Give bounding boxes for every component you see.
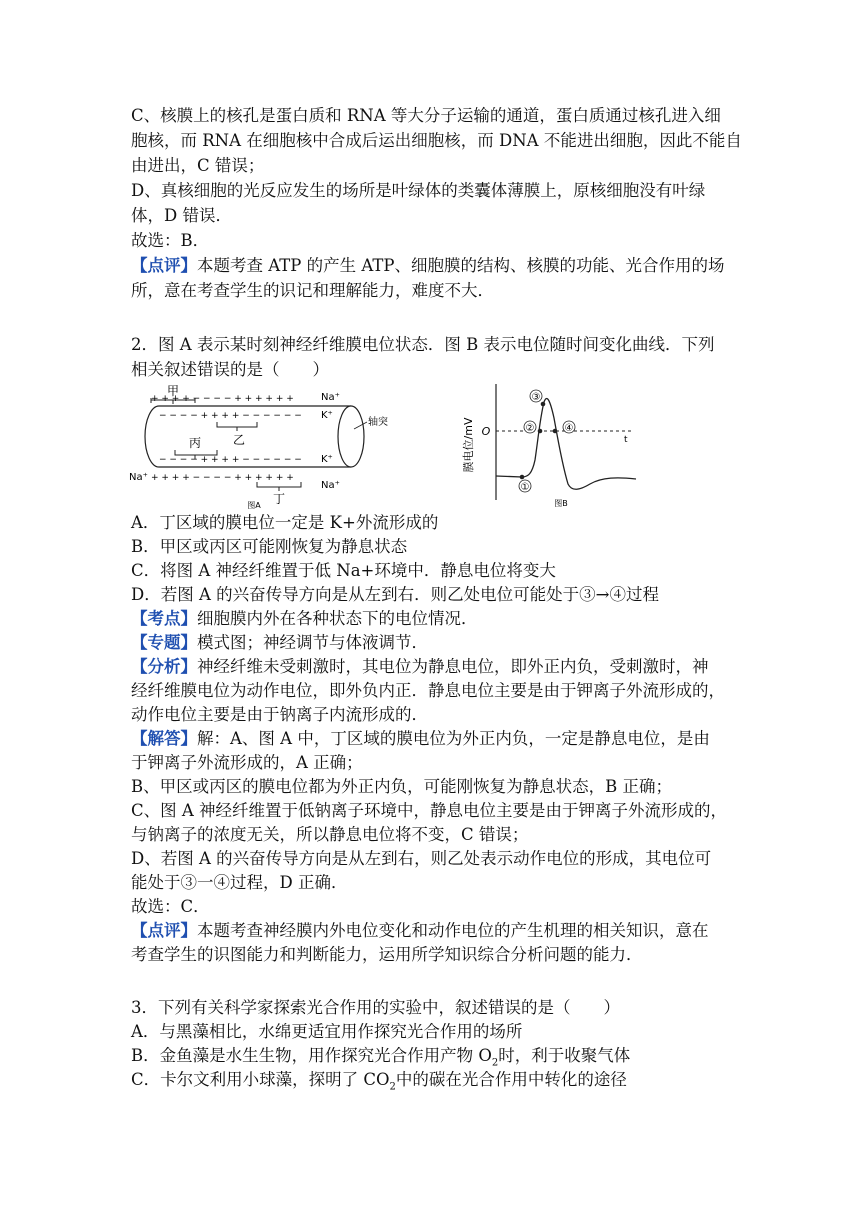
label-axon: 轴突 <box>368 417 388 428</box>
figure-b-potential-curve <box>456 380 642 510</box>
point-2-label: ② <box>525 423 535 434</box>
q2-answer: 故选：C． <box>131 897 210 916</box>
figure-a-caption: 图A <box>247 501 261 510</box>
q2-zhuanti <box>131 631 428 655</box>
comment-tag: 【点评】 <box>131 256 197 275</box>
fenxi-tag: 【分析】 <box>131 657 197 676</box>
q2-jieda-line2: 于钾离子外流形成的，A 正确； <box>131 753 363 772</box>
q2-stem-line2: 相关叙述错误的是（ ） <box>131 360 329 379</box>
fenxi-text: 神经纤维未受刺激时，其电位为静息电位，即外正内负，受刺激时，神 <box>197 657 709 676</box>
q3-option-b <box>131 1044 630 1068</box>
q1-option-c-line2: 胞核，而 RNA 在细胞核中合成后运出细胞核，而 DNA 不能进出细胞，因此不能自 <box>131 131 742 150</box>
zhuanti-tag: 【专题】 <box>131 633 197 652</box>
charge-row-outer-top: + + + + − − − − + + + + + + <box>151 394 294 404</box>
q2-option-a: A．丁区域的膜电位一定是 K+外流形成的 <box>131 513 439 532</box>
label-na-bottom: Na⁺ <box>321 480 340 491</box>
q2-jieda-line3: B、甲区或丙区的膜电位都为外正内负，可能刚恢复为静息状态，B 正确； <box>131 777 672 796</box>
q1-option-c-line3: 由进出，C 错误； <box>131 156 265 175</box>
q3-option-c-post: 中的碳在光合作用中转化的途径 <box>395 1070 627 1089</box>
label-ding: 丁 <box>272 492 286 506</box>
q2-jieda-line1 <box>131 727 710 751</box>
q2-fenxi-line2: 经纤维膜电位为动作电位，即外负内正．静息电位主要是由于钾离子外流形成的， <box>131 681 725 700</box>
q1-option-d-line2: 体，D 错误． <box>131 206 232 225</box>
zhuanti-text: 模式图；神经调节与体液调节． <box>197 633 428 652</box>
q2-comment-line1 <box>131 919 709 943</box>
q3-option-b-sub: 2 <box>491 1057 499 1069</box>
q3-option-a: A．与黑藻相比，水绵更适宜用作探究光合作用的场所 <box>131 1022 523 1041</box>
label-na-left: Na⁺ <box>129 472 148 483</box>
q1-option-d-line1: D、真核细胞的光反应发生的场所是叶绿体的类囊体薄膜上，原核细胞没有叶绿 <box>131 181 706 200</box>
q1-comment-line1 <box>131 254 724 278</box>
q2-comment-line2: 考查学生的识图能力和判断能力，运用所学知识综合分析问题的能力． <box>131 945 643 964</box>
q2-fenxi-line1 <box>131 655 709 679</box>
q2-jieda-line6: D、若图 A 的兴奋传导方向是从左到右，则乙处表示动作电位的形成，其电位可 <box>131 849 712 868</box>
y-axis-label: 膜电位/mV <box>462 417 475 473</box>
point-1-label: ① <box>520 482 530 493</box>
q1-comment-line2: 所，意在考查学生的识记和理解能力，难度不大． <box>131 281 494 300</box>
q2-fenxi-line3: 动作电位主要是由于钠离子内流形成的． <box>131 705 428 724</box>
kaodian-tag: 【考点】 <box>131 609 197 628</box>
label-jia: 甲 <box>166 384 180 398</box>
label-k-bottom: K⁺ <box>321 454 333 465</box>
charge-row-inner-top: − − − − + + + + − − − − − − <box>159 411 302 421</box>
jieda-tag: 【解答】 <box>131 729 197 748</box>
charge-row-outer-bottom: + + + + − − − − + + + + + + <box>151 473 294 483</box>
kaodian-text: 细胞膜内外在各种状态下的电位情况． <box>197 609 478 628</box>
jieda-text: 解：A、图 A 中，丁区域的膜电位为外正内负，一定是静息电位，是由 <box>197 729 710 748</box>
t-label: t <box>624 435 628 445</box>
q3-option-c-pre: C．卡尔文利用小球藻，探明了 CO <box>131 1070 390 1089</box>
q2-kaodian <box>131 607 478 631</box>
q1-option-c-line1: C、核膜上的核孔是蛋白质和 RNA 等大分子运输的通道，蛋白质通过核孔进入细 <box>131 106 721 125</box>
point-3-label: ③ <box>531 392 541 403</box>
label-yi: 乙 <box>232 433 246 447</box>
charge-row-inner-bottom: − − − − + + + + − − − − − − <box>159 455 302 465</box>
label-k-top: K⁺ <box>321 410 333 421</box>
q2-stem-line1: 2．图 A 表示某时刻神经纤维膜电位状态．图 B 表示电位随时间变化曲线．下列 <box>131 335 715 354</box>
q3-option-c <box>131 1068 627 1092</box>
comment-tag: 【点评】 <box>131 921 197 940</box>
q1-answer: 故选：B． <box>131 231 210 250</box>
q2-option-c: C．将图 A 神经纤维置于低 Na+环境中．静息电位将变大 <box>131 561 556 580</box>
comment-text: 本题考查 ATP 的产生 ATP、细胞膜的结构、核膜的功能、光合作用的场 <box>197 256 725 275</box>
q2-option-b: B．甲区或丙区可能刚恢复为静息状态 <box>131 537 408 556</box>
q2-option-d: D．若图 A 的兴奋传导方向是从左到右．则乙处电位可能处于③→④过程 <box>131 585 659 604</box>
figure-a-nerve-fiber <box>129 384 388 510</box>
origin-label: O <box>481 425 491 438</box>
q3-stem: 3．下列有关科学家探索光合作用的实验中，叙述错误的是（ ） <box>131 998 620 1017</box>
point-4-label: ④ <box>564 423 574 434</box>
potential-curve-line <box>496 399 636 490</box>
figure-b-caption: 图B <box>554 499 568 508</box>
q3-option-b-pre: B．金鱼藻是水生生物，用作探究光合作用产物 O <box>131 1046 492 1065</box>
q3-option-c-sub: 2 <box>389 1081 396 1093</box>
label-na-top: Na⁺ <box>321 392 340 403</box>
q3-option-b-post: 时，利于收聚气体 <box>498 1046 631 1065</box>
comment-text: 本题考查神经膜内外电位变化和动作电位的产生机理的相关知识，意在 <box>197 921 709 940</box>
label-bing: 丙 <box>188 436 202 450</box>
q2-jieda-line5: 与钠离子的浓度无关，所以静息电位将不变，C 错误； <box>131 825 529 844</box>
q2-jieda-line4: C、图 A 神经纤维置于低钠离子环境中，静息电位主要是由于钾离子外流形成的， <box>131 801 728 820</box>
q2-jieda-line7: 能处于③一④过程，D 正确． <box>131 873 348 892</box>
